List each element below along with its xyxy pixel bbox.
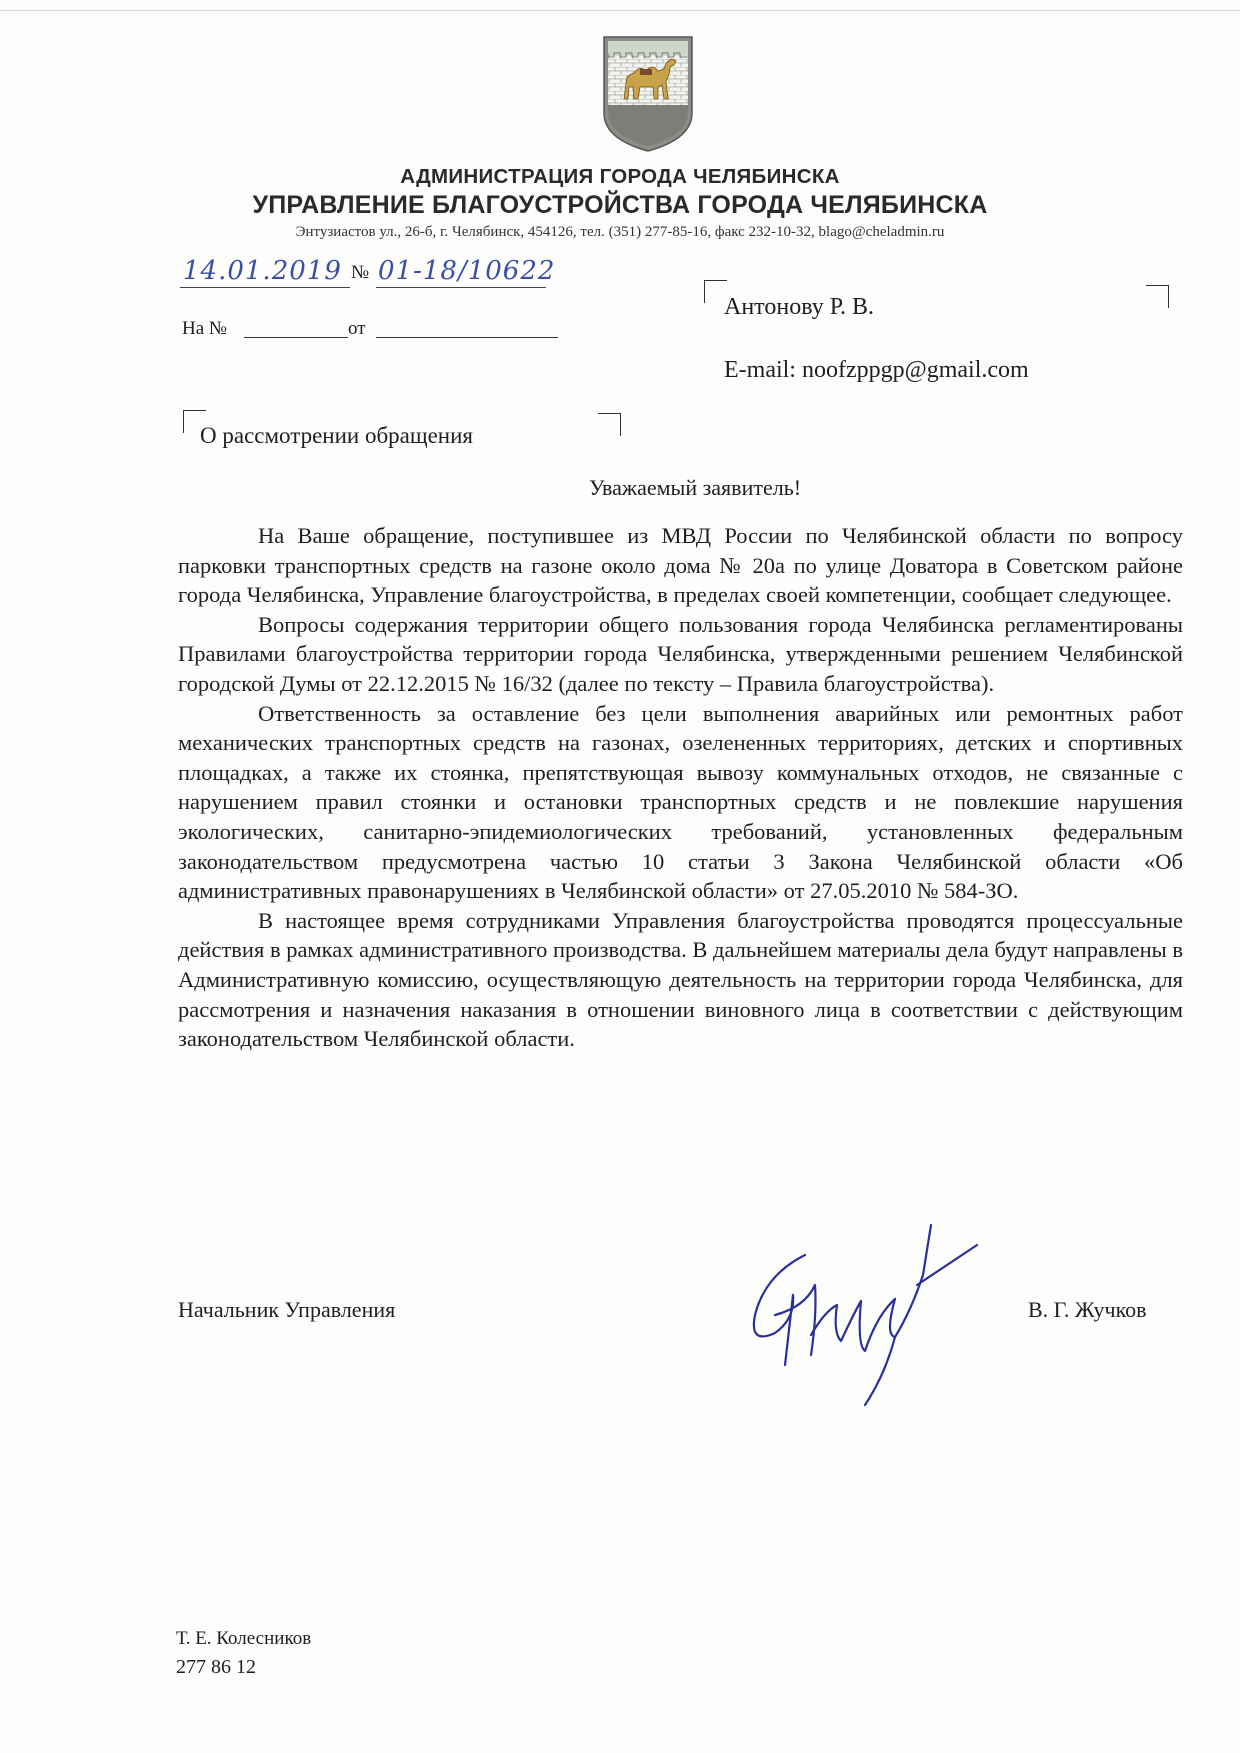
- reference-date-line: [376, 337, 558, 338]
- registration-number-sign: №: [351, 262, 370, 283]
- recipient-email: E-mail: noofzppgp@gmail.com: [724, 357, 1029, 383]
- body-paragraph: В настоящее время сотрудниками Управления благоустройства проводятся процессуальные действия в рамках административного производства. В дальнейшем материалы дела будут направлены в Административную комиссию, осуществляющую деятельность на территории города Челябинска, для рассмотрения и назначения наказания в отношении виновного лица в соответствии с действующим законодательством Челябинской области.: [178, 907, 1183, 1052]
- subject-corner-right: [598, 413, 621, 436]
- body-paragraph: На Ваше обращение, поступившее из МВД России по Челябинской области по вопросу парковки транспортных средств на газоне около дома № 20а по улице Доватора в Советском районе города Челябинска, Управление благоустройства, в пределах своей компетенции, сообщает следующее.: [178, 523, 1183, 608]
- coat-of-arms-icon: [600, 35, 696, 153]
- scan-edge-line: [0, 10, 1240, 11]
- letter-body: [178, 521, 1183, 1054]
- organization-address: Энтузиастов ул., 26-б, г. Челябинск, 454126, тел. (351) 277-85-16, факс 232-10-32, blago@cheladmin.ru: [295, 224, 945, 240]
- reference-from-label: от: [348, 318, 366, 339]
- executor-name: Т. Е. Колесников: [176, 1628, 312, 1649]
- registration-number: 01-18/10622: [378, 256, 556, 286]
- organization-line1: АДМИНИСТРАЦИЯ ГОРОДА ЧЕЛЯБИНСКА: [400, 165, 840, 188]
- reference-number-label: На №: [182, 318, 228, 339]
- body-paragraph: Ответственность за оставление без цели выполнения аварийных или ремонтных работ механических транспортных средств на газонах, озелененных территориях, детских и спортивных площадках, а также их стоянка, препятствующая вывозу коммунальных отходов, не связанные с нарушением правил стоянки и остановки транспортных средств и не повлекшие нарушения экологических, санитарно-эпидемиологических требований, установленных федеральным законодательством предусмотрена частью 10 статьи 3 Закона Челябинской области «Об административных правонарушениях в Челябинской области» от 27.05.2010 № 584-ЗО.: [178, 700, 1183, 904]
- registration-date-underline: [180, 287, 350, 288]
- signatory-name: В. Г. Жучков: [1028, 1297, 1147, 1322]
- recipient-corner-right: [1146, 285, 1169, 308]
- handwritten-signature-icon: [745, 1215, 985, 1410]
- registration-date: 14.01.2019: [183, 256, 342, 286]
- executor-phone: 277 86 12: [176, 1656, 256, 1678]
- registration-number-underline: [376, 287, 546, 288]
- reference-number-line: [244, 337, 348, 338]
- greeting: Уважаемый заявитель!: [588, 475, 802, 500]
- signatory-position: Начальник Управления: [178, 1297, 396, 1322]
- letter-subject: О рассмотрении обращения: [200, 423, 473, 448]
- recipient-name: Антонову Р. В.: [724, 294, 875, 320]
- body-paragraph: Вопросы содержания территории общего пользования города Челябинска регламентированы Правилами благоустройства территории города Челябинска, утвержденными решением Челябинской городской Думы от 22.12.2015 № 16/32 (далее по тексту – Правила благоустройства).: [178, 611, 1183, 696]
- organization-line2: УПРАВЛЕНИЕ БЛАГОУСТРОЙСТВА ГОРОДА ЧЕЛЯБИНСКА: [252, 191, 988, 219]
